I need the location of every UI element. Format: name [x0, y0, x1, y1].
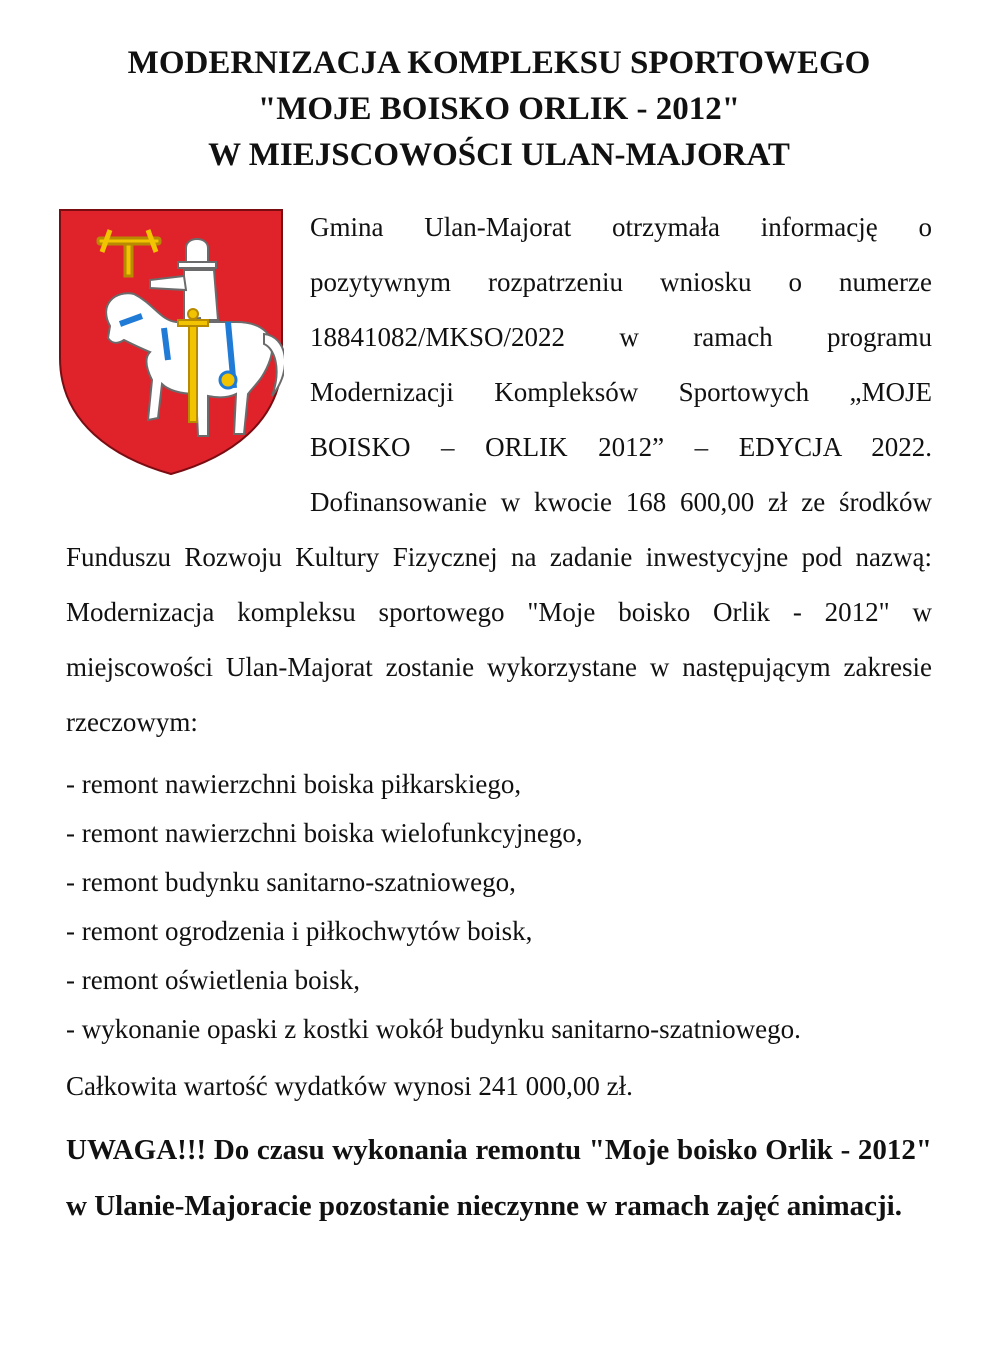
title-line-1: MODERNIZACJA KOMPLEKSU SPORTOWEGO	[127, 45, 871, 81]
total-cost-text: Całkowita wartość wydatków wynosi 241 000,00 zł.	[66, 1071, 633, 1101]
title-line-2: "MOJE BOISKO ORLIK - 2012"	[257, 91, 741, 127]
list-item: - remont oświetlenia boisk,	[66, 965, 360, 995]
list-item: - remont budynku sanitarno-szatniowego,	[66, 867, 516, 897]
list-item: - remont nawierzchni boiska piłkarskiego,	[66, 769, 522, 799]
list-item: - wykonanie opaski z kostki wokół budynku sanitarno-szatniowego.	[66, 1014, 801, 1044]
page-title	[66, 40, 932, 178]
scope-list	[66, 760, 932, 1054]
warning-notice: UWAGA!!! Do czasu wykonania remontu "Moje boisko Orlik - 2012" w Ulanie-Majoracie pozostanie nieczynne w ramach zajęć animacji.	[66, 1134, 932, 1222]
title-line-3: W MIEJSCOWOŚCI ULAN-MAJORAT	[208, 137, 790, 173]
coat-of-arms-icon	[58, 208, 284, 476]
intro-section	[66, 200, 932, 750]
list-item: - remont ogrodzenia i piłkochwytów boisk,	[66, 916, 533, 946]
list-item: - remont nawierzchni boiska wielofunkcyjnego,	[66, 818, 583, 848]
intro-paragraph: Gmina Ulan-Majorat otrzymała informację o pozytywnym rozpatrzeniu wniosku o numerze 18841082/MKSO/2022 w ramach programu Modernizacji Kompleksów Sportowych „MOJE BOISKO – ORLIK 2012” – EDYCJA 2022. Dofinansowanie w kwocie 168 600,00 zł ze środków Funduszu Rozwoju Kultury Fizycznej na zadanie inwestycyjne pod nazwą: Modernizacja kompleksu sportowego "Moje boisko Orlik - 2012" w miejscowości Ulan-Majorat zostanie wykorzystane w następującym zakresie rzeczowym:	[66, 212, 932, 737]
